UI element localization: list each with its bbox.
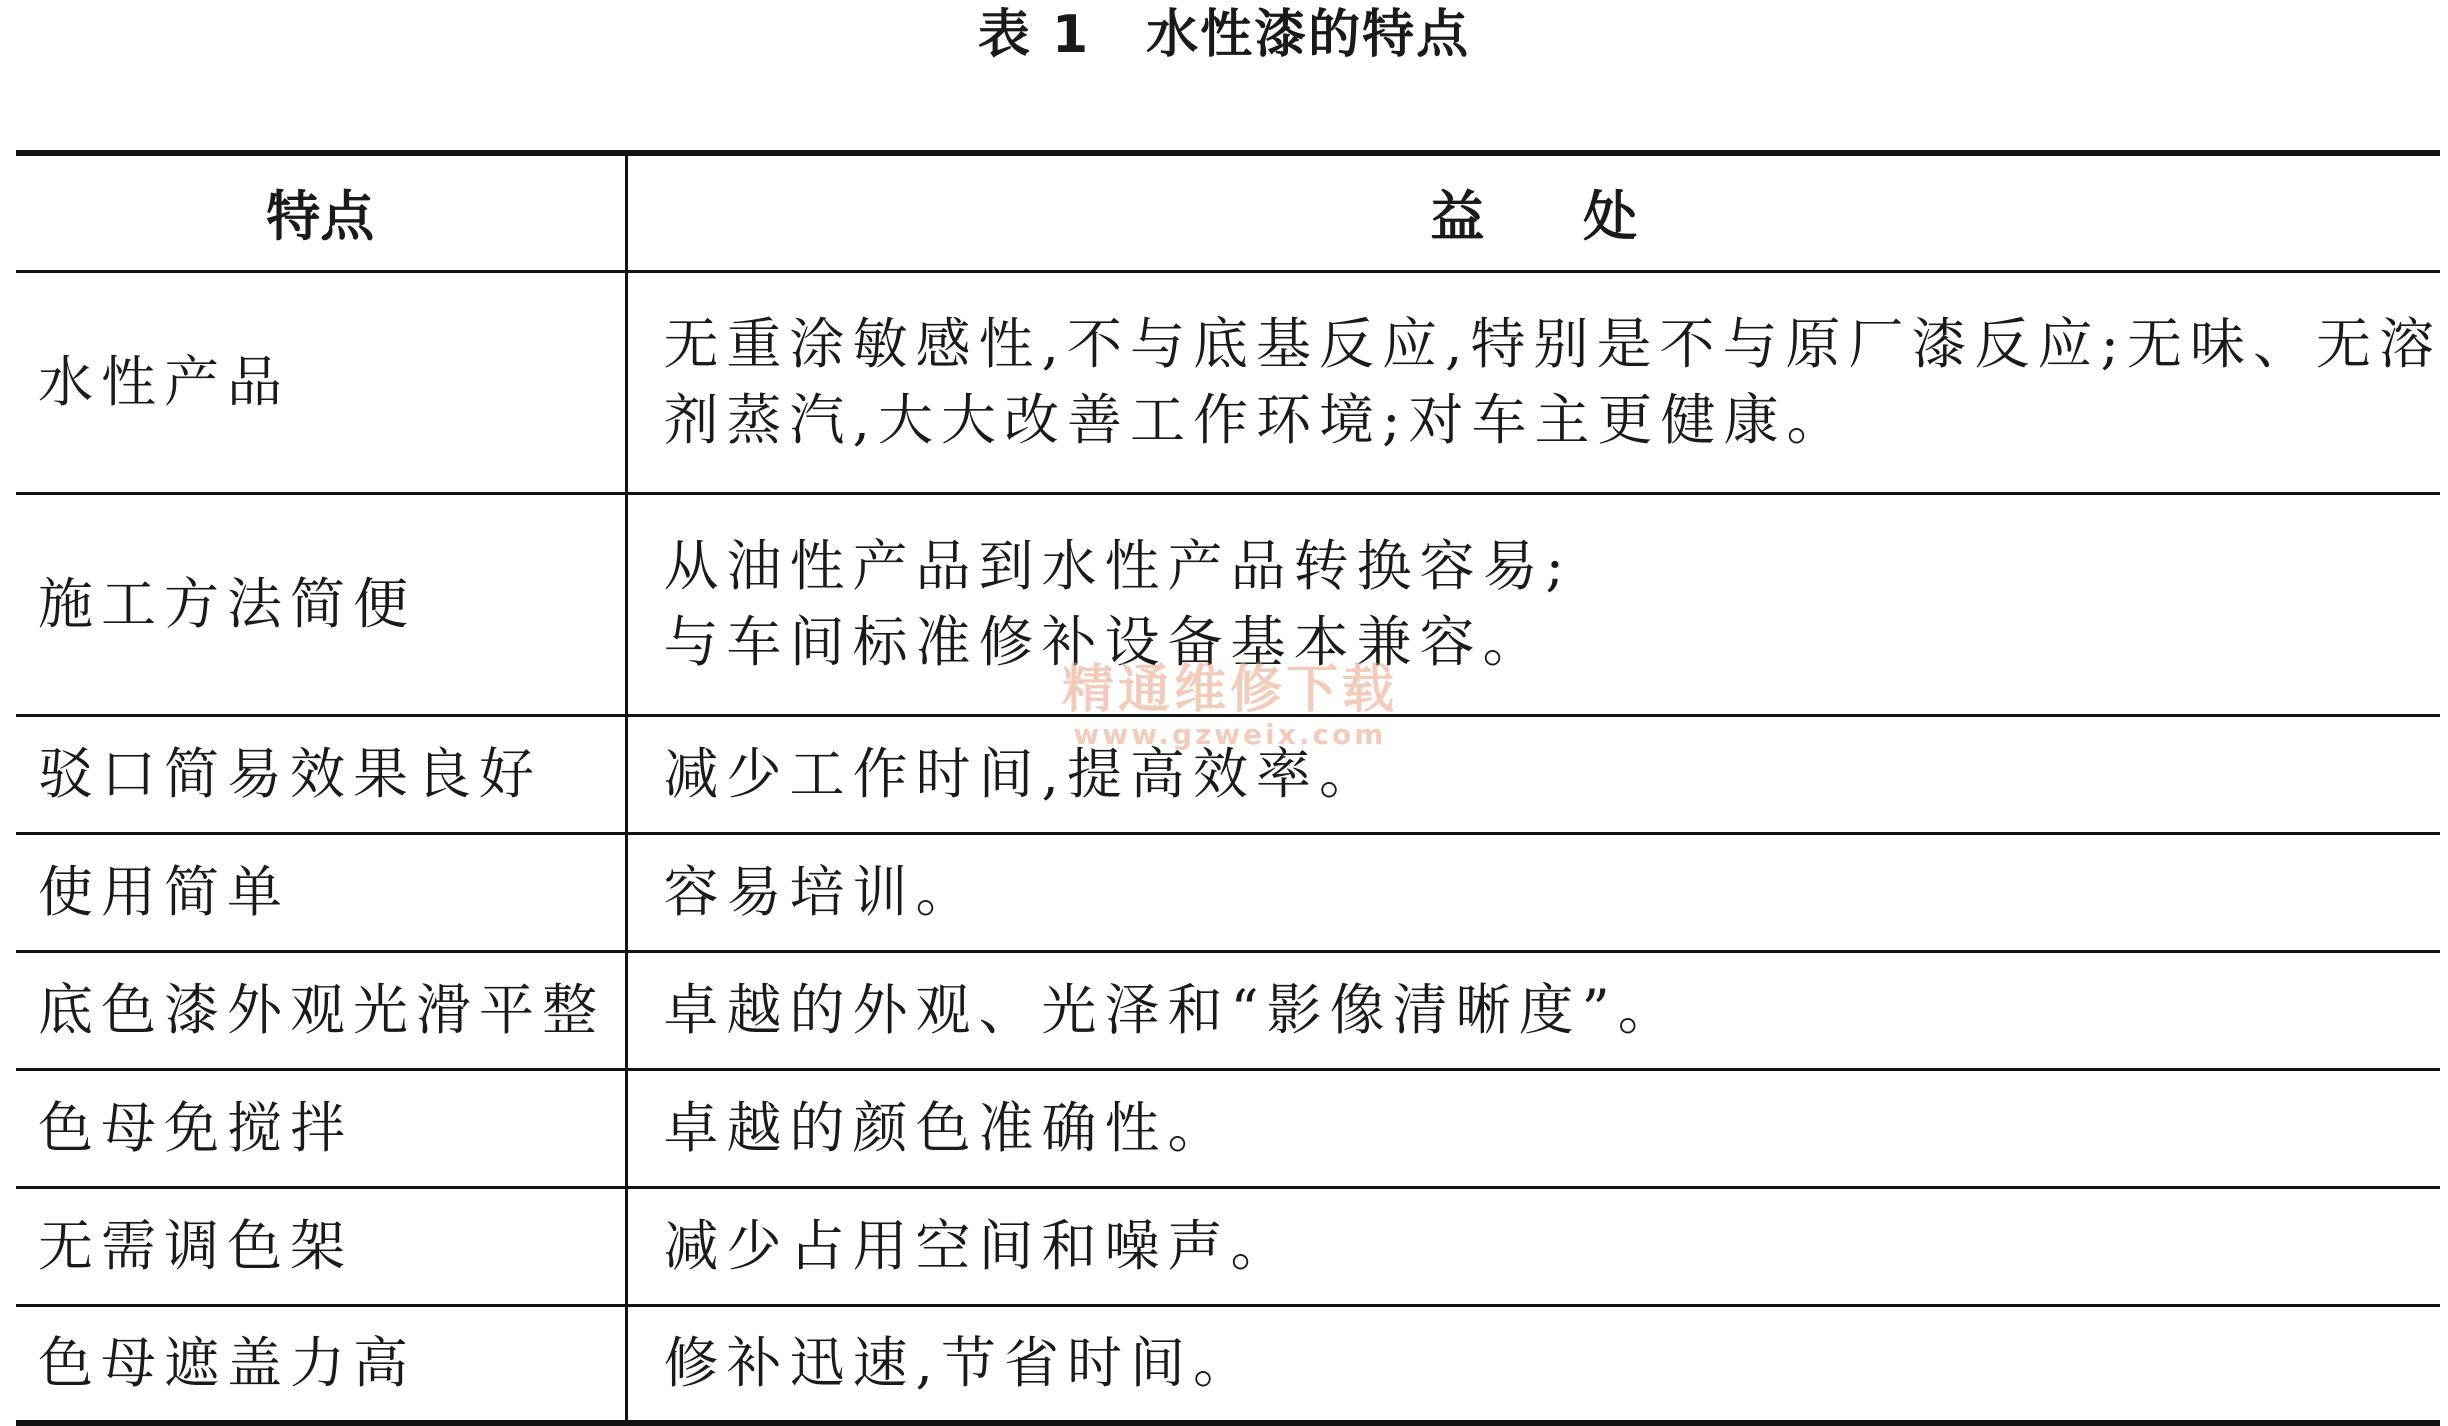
table-row bbox=[16, 271, 2440, 493]
feature-cell: 施工方法简便 bbox=[16, 493, 626, 715]
benefit-cell bbox=[626, 493, 2440, 715]
table-row bbox=[16, 1305, 2440, 1423]
feature-cell: 水性产品 bbox=[16, 271, 626, 493]
watermark-url: www.gzweix.com bbox=[1073, 718, 1387, 751]
table-row bbox=[16, 1069, 2440, 1187]
benefit-cell bbox=[626, 1069, 2440, 1187]
table-row bbox=[16, 493, 2440, 715]
benefit-cell bbox=[626, 715, 2440, 833]
table-row bbox=[16, 1187, 2440, 1305]
header-row bbox=[16, 153, 2440, 271]
benefit-line: 从油性产品到水性产品转换容易; bbox=[663, 534, 1573, 598]
table-row bbox=[16, 951, 2440, 1069]
feature-cell: 驳口简易效果良好 bbox=[16, 715, 626, 833]
table-title: 水性漆的特点 bbox=[1146, 5, 1471, 65]
table-row bbox=[16, 715, 2440, 833]
feature-cell: 使用简单 bbox=[16, 833, 626, 951]
benefit-line: 无重涂敏感性,不与底基反应,特别是不与原厂漆反应;无味、无溶 bbox=[663, 312, 2442, 376]
table-row bbox=[16, 833, 2440, 951]
benefit-line: 容易培训。 bbox=[663, 860, 979, 924]
table-caption bbox=[0, 0, 2448, 70]
feature-cell: 无需调色架 bbox=[16, 1187, 626, 1305]
table-body bbox=[16, 271, 2440, 1423]
benefit-cell bbox=[626, 833, 2440, 951]
benefit-line: 卓越的外观、光泽和“影像清晰度”。 bbox=[663, 978, 1681, 1042]
features-table bbox=[16, 150, 2440, 1426]
feature-cell: 色母免搅拌 bbox=[16, 1069, 626, 1187]
benefit-cell bbox=[626, 951, 2440, 1069]
benefit-line: 剂蒸汽,大大改善工作环境;对车主更健康。 bbox=[663, 388, 1850, 452]
header-benefit: 益 处 bbox=[626, 153, 2440, 271]
benefit-cell bbox=[626, 271, 2440, 493]
benefit-cell bbox=[626, 1187, 2440, 1305]
feature-cell: 色母遮盖力高 bbox=[16, 1305, 626, 1423]
feature-cell: 底色漆外观光滑平整 bbox=[16, 951, 626, 1069]
table-number: 表 1 bbox=[977, 5, 1091, 65]
benefit-cell bbox=[626, 1305, 2440, 1423]
benefit-line: 与车间标准修补设备基本兼容。 bbox=[663, 610, 1546, 674]
table-header bbox=[16, 153, 2440, 271]
benefit-line: 修补迅速,节省时间。 bbox=[663, 1331, 1256, 1396]
benefit-line: 卓越的颜色准确性。 bbox=[663, 1096, 1231, 1160]
features-table-container bbox=[16, 150, 2440, 1426]
watermark-title: 精通维修下载 bbox=[1061, 660, 1398, 720]
header-feature: 特点 bbox=[16, 153, 626, 271]
benefit-line: 减少占用空间和噪声。 bbox=[663, 1214, 1294, 1278]
benefit-line: 减少工作时间,提高效率。 bbox=[663, 742, 1382, 806]
